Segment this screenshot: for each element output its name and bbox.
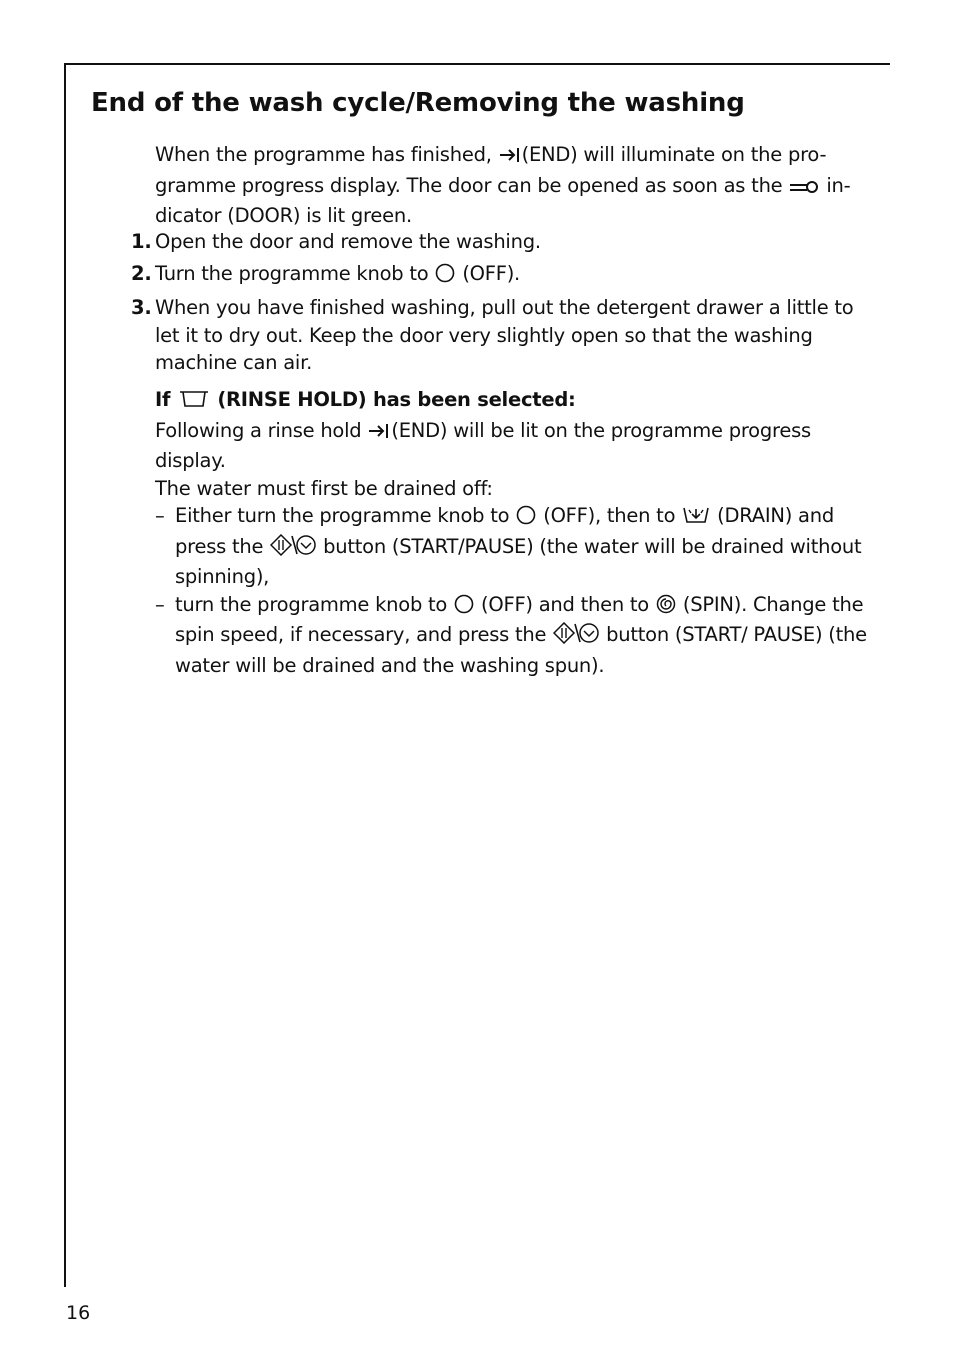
- drain-options-list: [155, 502, 875, 679]
- start-pause-icon: [270, 534, 316, 564]
- step-number: 1.: [131, 230, 152, 253]
- rinse-hold-line-2: The water must first be drained off:: [155, 476, 493, 500]
- intro-text-1: When the programme has finished,: [155, 143, 492, 166]
- drain-icon: [682, 505, 710, 533]
- rinse-hold-section: [155, 386, 875, 679]
- step-item: [131, 260, 876, 291]
- step-item: [131, 294, 876, 377]
- off-circle-icon: [516, 505, 536, 533]
- section-title: End of the wash cycle/Removing the washing: [91, 88, 745, 118]
- step-item: [131, 228, 876, 256]
- end-arrow-icon: [368, 420, 390, 448]
- step-number: 3.: [131, 296, 152, 319]
- page-number: 16: [66, 1302, 91, 1324]
- top-rule: [64, 63, 890, 65]
- left-rule: [64, 63, 66, 1287]
- drain-option: – Either turn the programme knob to (OFF), then to (DRAIN) and press the button (START/PAUSE) (the water will be drained without spinning),: [155, 504, 862, 588]
- start-pause-icon: [553, 622, 599, 652]
- step-text: Open the door and remove the washing.: [155, 230, 541, 253]
- intro-paragraph: [155, 141, 875, 230]
- drain-option: – turn the programme knob to (OFF) and then to (SPIN). Change the spin speed, if necessary, and press the button (START/ PAUSE) (the water will be drained and the washing spun).: [155, 592, 867, 677]
- rinse-hold-line-1: Following a rinse hold (END) will be lit on the programme progress display.: [155, 418, 811, 472]
- rinse-hold-tub-icon: [178, 389, 210, 417]
- intro-text-3: in- dicator (DOOR) is lit green.: [155, 173, 851, 227]
- step-text: When you have finished washing, pull out the detergent drawer a little to let it to dry out. Keep the door very slightly open so that the washing machine can air.: [155, 296, 854, 374]
- step-text: Turn the programme knob to: [155, 261, 429, 285]
- steps-list: [131, 228, 876, 381]
- door-key-icon: [789, 175, 819, 203]
- spin-icon: [656, 594, 676, 622]
- off-circle-icon: [435, 263, 455, 291]
- off-circle-icon: [454, 594, 474, 622]
- step-number: 2.: [131, 261, 152, 285]
- end-arrow-icon: [499, 144, 521, 172]
- intro-text-2: (END) will illuminate on the pro- gramme progress display. The door can be opened as soon as the: [155, 143, 827, 197]
- rinse-hold-heading: If (RINSE HOLD) has been selected:: [155, 386, 875, 417]
- step-text: (OFF).: [462, 261, 521, 285]
